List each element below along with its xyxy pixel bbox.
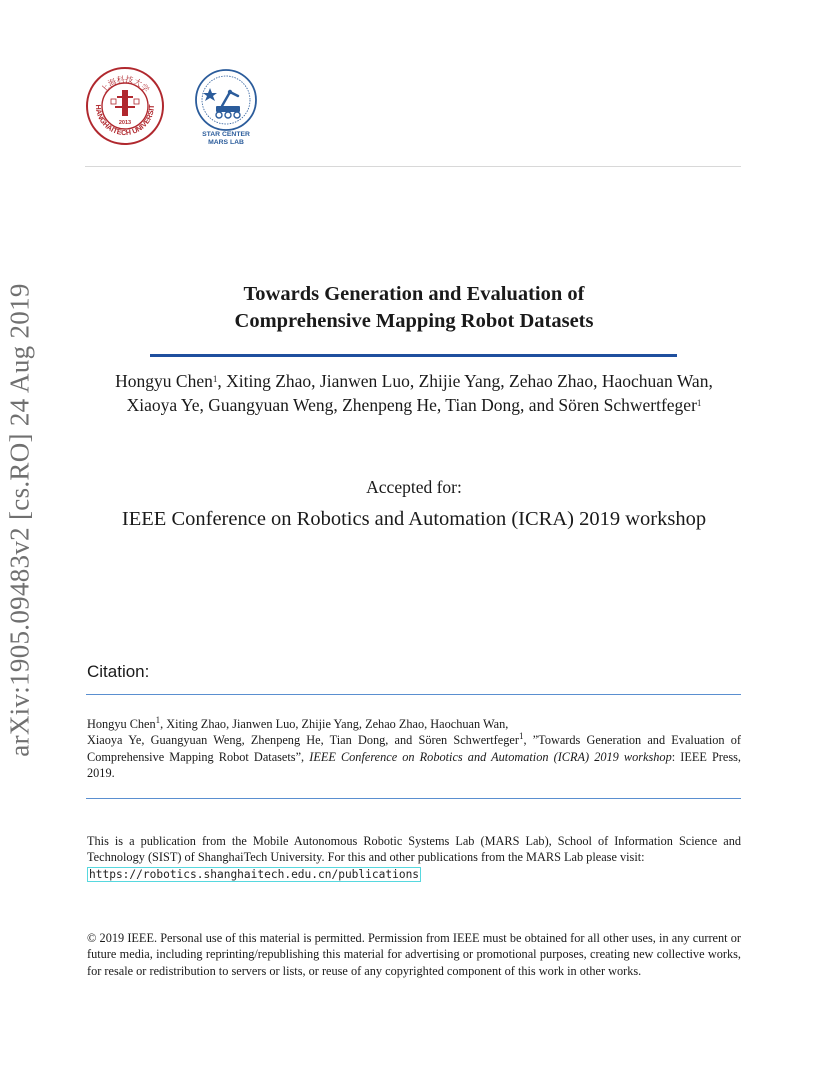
citation-publisher: : IEEE Press, 2019. xyxy=(87,749,742,781)
paper-title-line1: Towards Generation and Evaluation of xyxy=(243,283,585,305)
author-line2-a: Xiaoya Ye, Guangyuan Weng, Zhenpeng He, Tian Dong, and Sören Schwertfeger xyxy=(126,395,697,415)
citation-affiliation-mark: 1 xyxy=(518,731,524,742)
arxiv-identifier[interactable]: arXiv:1905.09483v2 [cs.RO] 24 Aug 2019 xyxy=(4,283,35,757)
accepted-label: Accepted for: xyxy=(366,477,462,497)
citation-authors-line2: Xiaoya Ye, Guangyuan Weng, Zhenpeng He, Tian Dong, and Sören Schwertfeger xyxy=(87,733,519,748)
copyright-notice xyxy=(87,930,741,979)
shanghaitech-logo xyxy=(85,66,165,146)
citation-affiliation-mark: 1 xyxy=(155,715,161,725)
author-line1-b: , Xiting Zhao, Jianwen Luo, Zhijie Yang, Zehao Zhao, Haochuan Wan, xyxy=(217,371,713,391)
citation-first-author: Hongyu Chen xyxy=(87,717,156,731)
citation-body xyxy=(87,716,741,782)
marslab-logo xyxy=(186,66,266,146)
venue-name: IEEE Conference on Robotics and Automation (ICRA) 2019 workshop xyxy=(121,508,707,530)
shanghaitech-seal-icon xyxy=(85,66,165,146)
copyright-text: 2019 IEEE. Personal use of this material is permitted. Permission from IEEE must be obtained for all other uses, in any current or future media, including reprinting/republishing this material for advertising or promotional purposes, creating new collective works, for resale or redistribution to servers or lists, or reuse of any copyrighted component of this work in other works. xyxy=(87,931,742,978)
shanghaitech-logo-year: 2013 xyxy=(118,120,132,126)
title-divider xyxy=(150,354,677,357)
citation-divider-top xyxy=(86,694,741,695)
publication-note-text: This is a publication from the Mobile Autonomous Robotic Systems Lab (MARS Lab), School of Information Science and Technology (SIST) of ShanghaiTech University. For this and other publications from the MARS Lab please visit: xyxy=(87,834,741,865)
shanghaitech-logo-cn: 上海科技大学 xyxy=(99,74,151,95)
citation-divider-bottom xyxy=(86,798,741,799)
publications-link[interactable]: https://robotics.shanghaitech.edu.cn/publications xyxy=(89,867,420,881)
author-line1-a: Hongyu Chen xyxy=(115,371,213,391)
header-divider xyxy=(85,166,741,167)
author-affiliation-mark: 1 xyxy=(212,374,218,384)
author-affiliation-mark: 1 xyxy=(696,398,702,408)
citation-line1 xyxy=(87,716,741,732)
publication-note xyxy=(87,833,741,882)
marslab-robot-icon xyxy=(186,66,266,146)
shanghaitech-logo-text: HANGHAITECH UNIVERSIT xyxy=(93,104,157,138)
marslab-logo-line1: STAR CENTER xyxy=(202,131,250,138)
paper-title xyxy=(0,281,828,335)
paper-title-line2: Comprehensive Mapping Robot Datasets xyxy=(234,310,594,332)
marslab-logo-line2: MARS LAB xyxy=(208,139,244,146)
author-list xyxy=(60,369,768,417)
citation-heading: Citation: xyxy=(87,662,150,681)
citation-title: , ”Towards Generation and Evaluation of Comprehensive Mapping Robot Datasets”, xyxy=(87,733,741,764)
citation-authors-rest: , Xiting Zhao, Jianwen Luo, Zhijie Yang, Zehao Zhao, Haochuan Wan, xyxy=(160,717,509,731)
citation-venue: IEEE Conference on Robotics and Automation (ICRA) 2019 workshop xyxy=(309,749,672,764)
copyright-icon: © xyxy=(87,931,97,945)
